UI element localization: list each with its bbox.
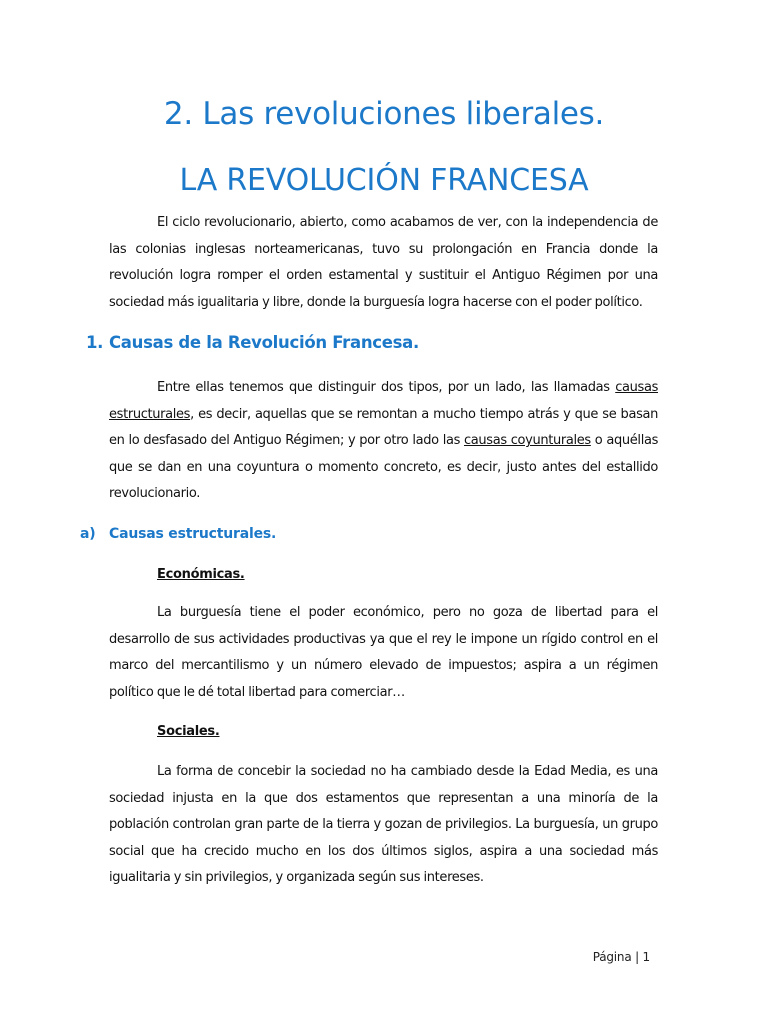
sociales-heading: Sociales. <box>157 724 220 739</box>
section-1-title: Causas de la Revolución Francesa. <box>109 333 419 352</box>
sociales-paragraph: La forma de concebir la sociedad no ha cambiado desde la Edad Media, es una sociedad injusta en la que dos estamentos que representan a una minoría de la población controlan gran parte de la tierra y gozan de privilegios. La burguesía, un grupo social que ha crecido mucho en los dos últimos siglos, aspira a una sociedad más igualitaria y sin privilegios, y organizada según sus intereses. <box>109 764 658 885</box>
section-1-heading <box>86 333 419 352</box>
page-title: 2. Las revoluciones liberales. <box>163 96 605 132</box>
section-1-paragraph <box>109 375 658 508</box>
intro-paragraph: El ciclo revolucionario, abierto, como acabamos de ver, con la independencia de las colonias inglesas norteamericanas, tuvo su prolongación en Francia donde la revolución logra romper el orden estamental y sustituir el Antiguo Régimen por una sociedad más igualitaria y libre, donde la burguesía logra hacerse con el poder político. <box>109 215 658 310</box>
subsection-a-title: Causas estructurales. <box>109 526 277 542</box>
economicas-heading: Económicas. <box>157 567 245 582</box>
subsection-a-letter: a) <box>80 526 96 542</box>
page-number-footer: Página | 1 <box>592 950 650 964</box>
causas-estructurales-term: causas estructurales <box>109 380 658 422</box>
causas-coyunturales-term: causas coyunturales <box>464 433 591 448</box>
economicas-paragraph: La burguesía tiene el poder económico, pero no goza de libertad para el desarrollo de sus actividades productivas ya que el rey le impone un rígido control en el marco del mercantilismo y un número elevado de impuestos; aspira a un régimen político que le dé total libertad para comerciar… <box>109 605 658 700</box>
section-1-text-part2: , es decir, aquellas que se remontan a mucho tiempo atrás y que se basan en lo desfasado del Antiguo Régimen; y por otro lado las <box>109 406 658 448</box>
section-1-text-part1: Entre ellas tenemos que distinguir dos tipos, por un lado, las llamadas <box>157 380 616 395</box>
subsection-a-heading <box>80 526 276 542</box>
page-subtitle: LA REVOLUCIÓN FRANCESA <box>179 163 589 198</box>
section-1-text-part3: o aquéllas que se dan en una coyuntura o momento concreto, es decir, justo antes del estallido revolucionario. <box>109 433 658 501</box>
section-1-number: 1. <box>86 333 104 352</box>
